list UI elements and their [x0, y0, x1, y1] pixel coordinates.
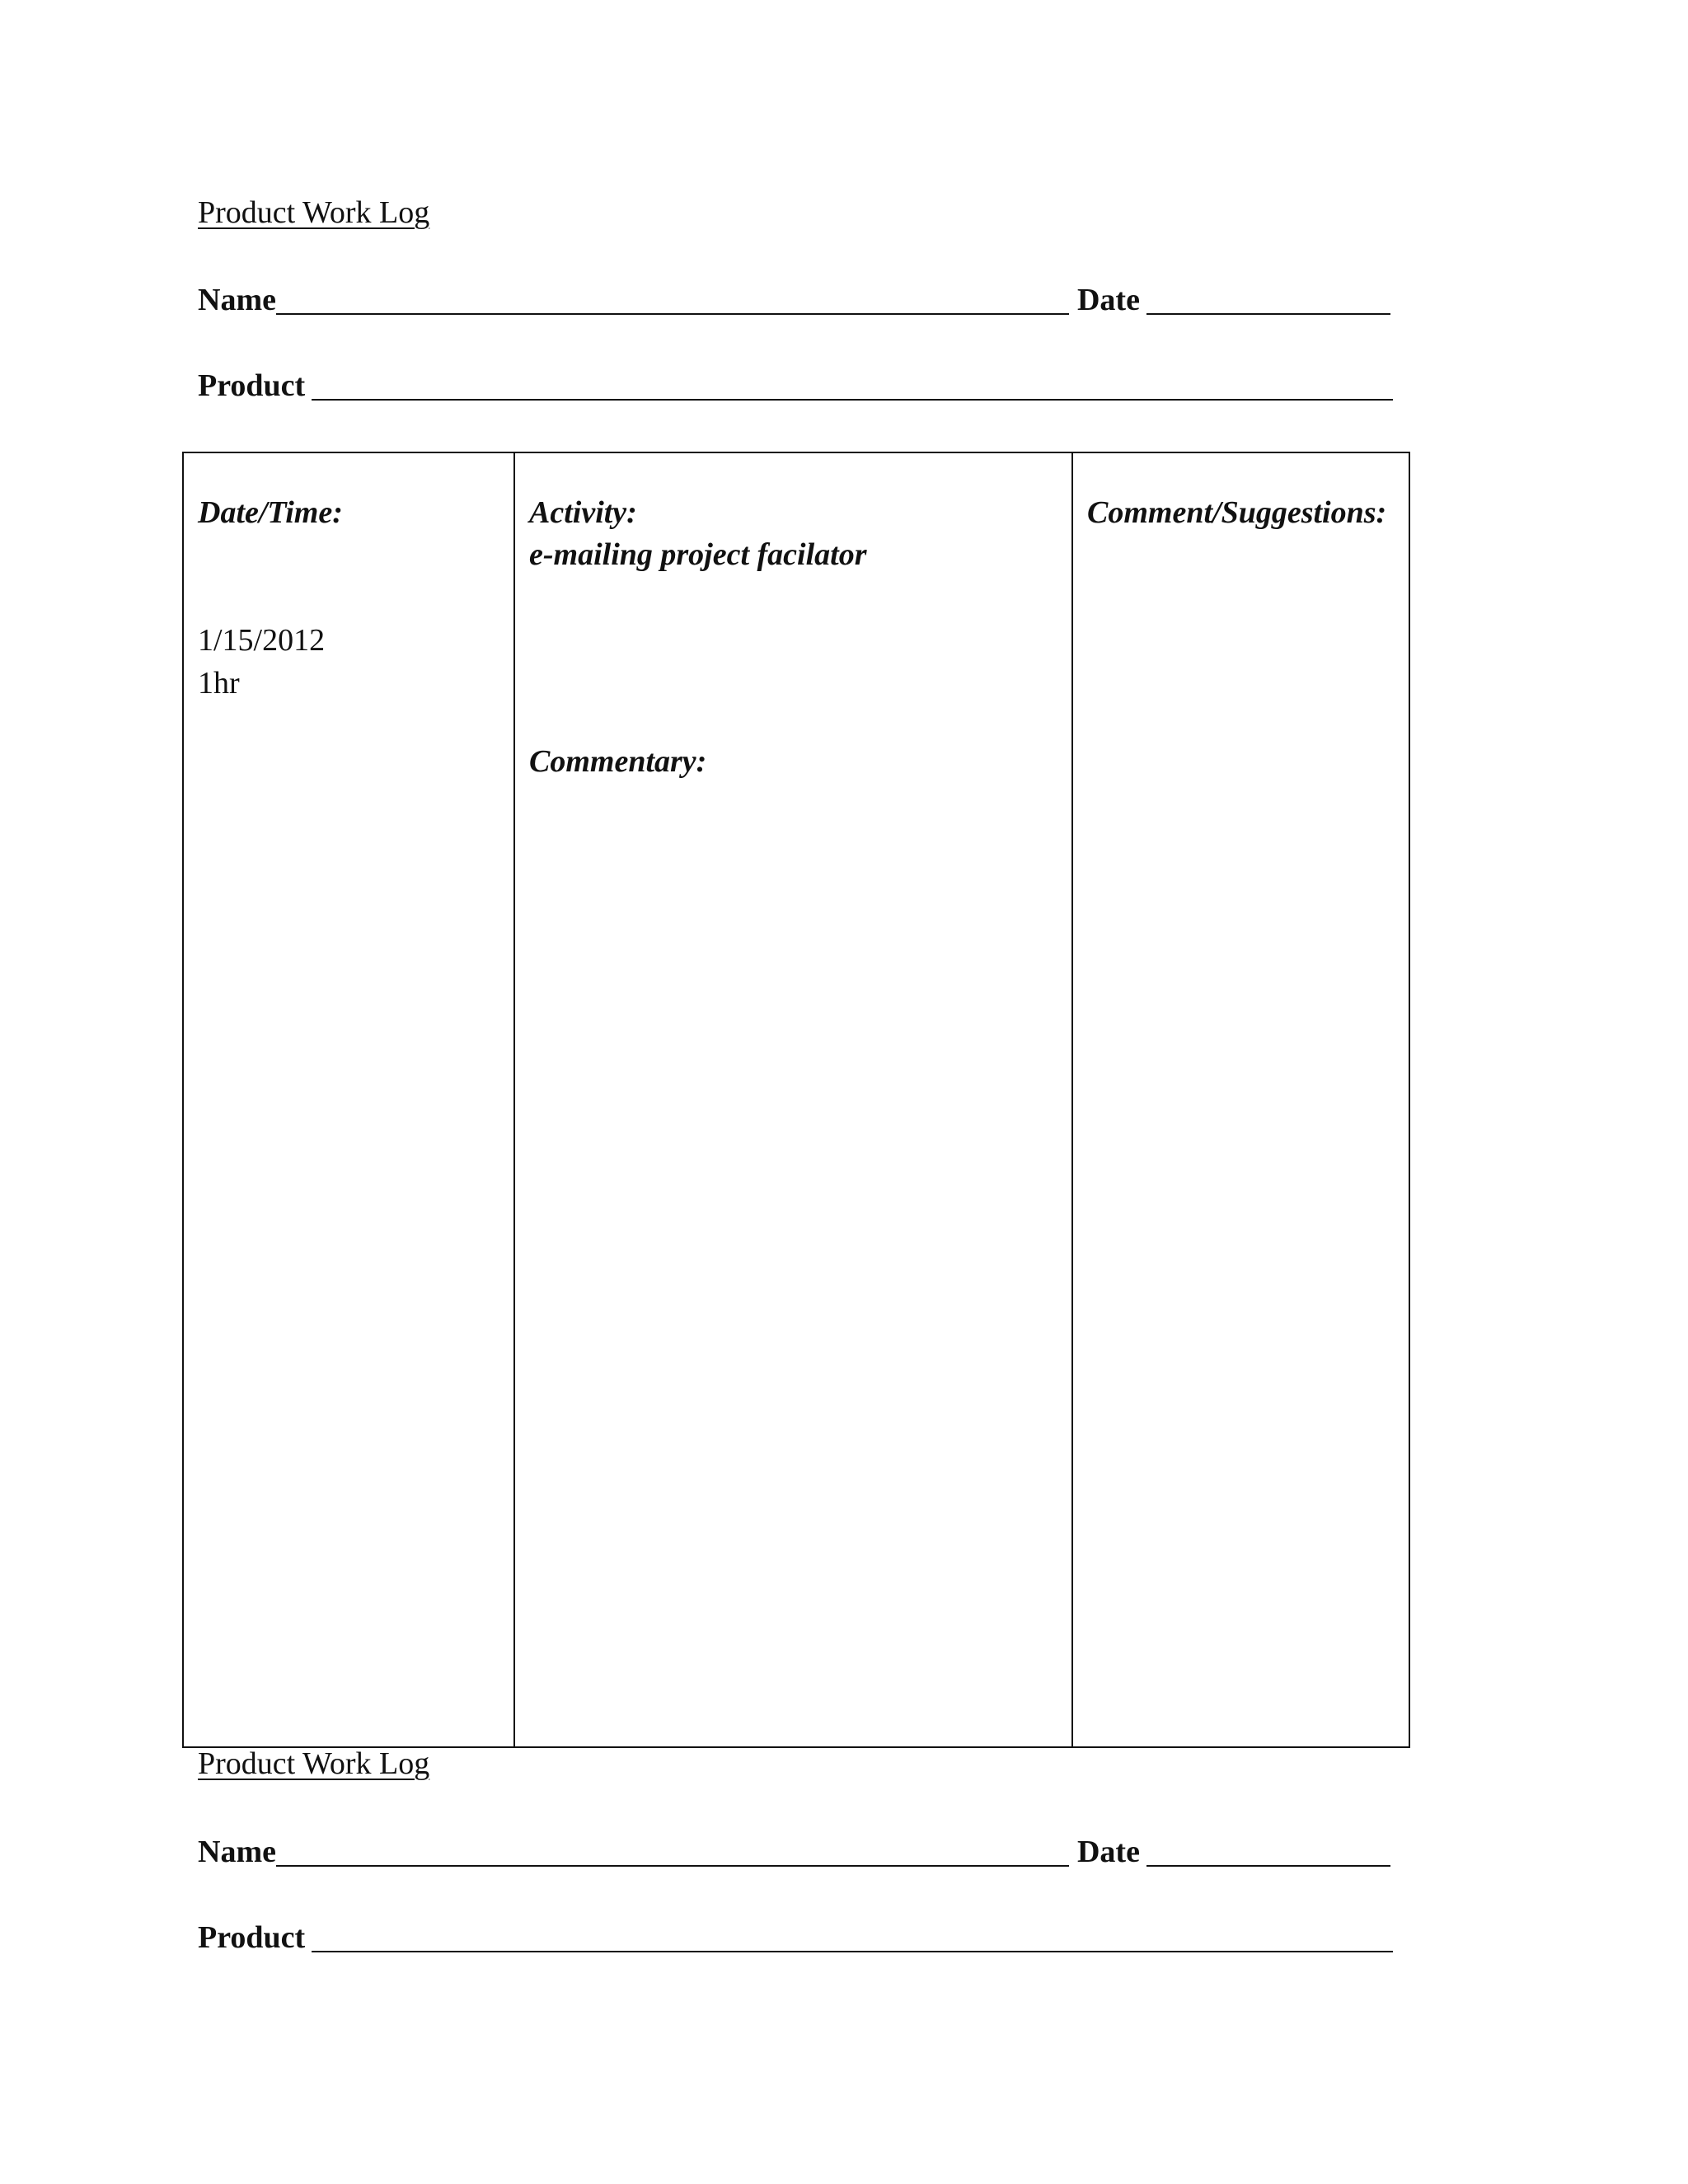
product-row	[198, 363, 1393, 404]
date-field[interactable]	[1146, 284, 1390, 315]
form-title-bottom: Product Work Log	[198, 1746, 430, 1781]
datetime-column	[184, 453, 515, 1746]
log-table	[182, 452, 1410, 1748]
activity-header: Activity:	[529, 495, 637, 530]
date-label: Date	[1076, 283, 1140, 317]
entry-duration: 1hr	[198, 666, 240, 701]
date-field-bottom[interactable]	[1146, 1835, 1390, 1867]
commentary-label: Commentary:	[529, 744, 707, 779]
form-title: Product Work Log	[198, 195, 430, 230]
date-label-bottom: Date	[1076, 1835, 1140, 1869]
name-field-bottom[interactable]	[276, 1835, 1069, 1867]
product-field[interactable]	[312, 369, 1393, 401]
entry-date: 1/15/2012	[198, 623, 326, 658]
name-date-row	[198, 277, 1390, 318]
datetime-header: Date/Time:	[198, 495, 343, 530]
product-row-bottom	[198, 1915, 1393, 1956]
product-label: Product	[198, 368, 306, 403]
product-label-bottom: Product	[198, 1920, 306, 1955]
name-date-row-bottom	[198, 1829, 1390, 1870]
entry-activity: e-mailing project facilator	[529, 537, 867, 572]
name-field[interactable]	[276, 284, 1069, 315]
comments-column	[1073, 453, 1409, 1746]
comments-header: Comment/Suggestions:	[1087, 495, 1387, 530]
activity-column	[515, 453, 1073, 1746]
product-field-bottom[interactable]	[312, 1921, 1393, 1952]
name-label: Name	[198, 283, 276, 317]
name-label-bottom: Name	[198, 1835, 276, 1869]
